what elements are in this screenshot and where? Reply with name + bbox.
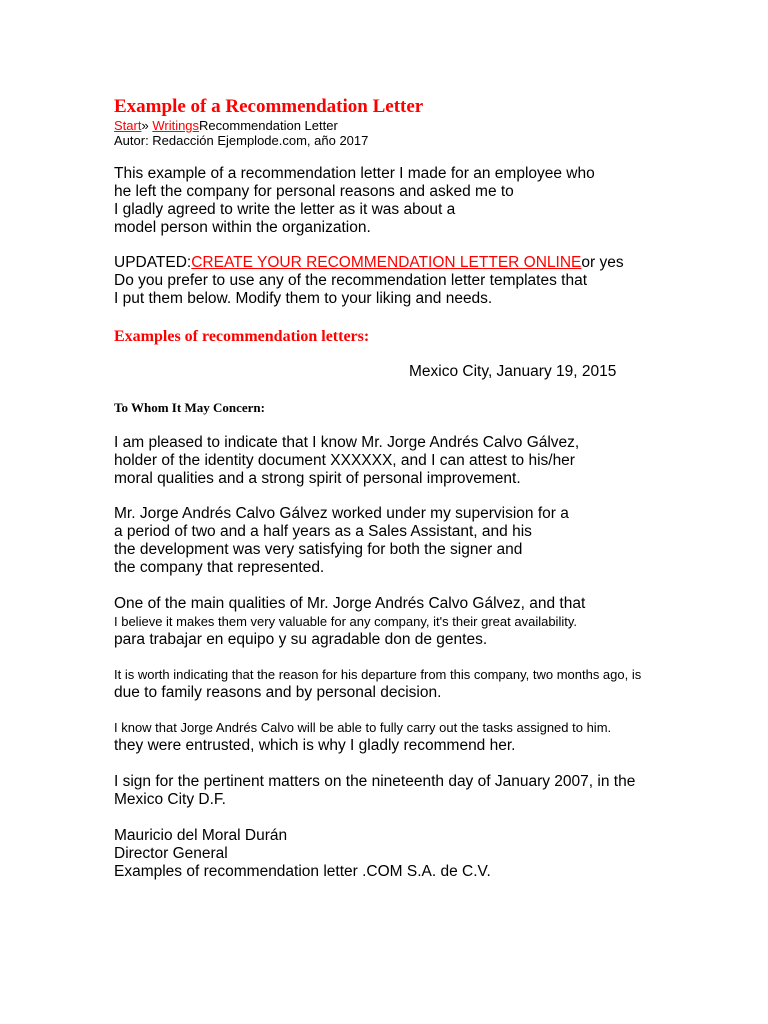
breadcrumb-separator: » [141,118,149,133]
intro-line: This example of a recommendation letter I made for an employee who [114,165,595,182]
letter-line: I believe it makes them very valuable for any company, it's their great availability. [114,614,577,629]
letter-paragraph-1 [114,434,579,488]
update-prefix: UPDATED: [114,254,192,271]
signature-name: Mauricio del Moral Durán [114,827,288,844]
breadcrumb-current: Recommendation Letter [199,118,338,133]
intro-line: he left the company for personal reasons and asked me to [114,183,514,200]
letter-line: a period of two and a half years as a Sales Assistant, and his [114,523,532,540]
breadcrumb-start-link[interactable]: Start [114,118,142,133]
letter-line: the development was very satisfying for both the signer and [114,541,523,558]
letter-paragraph-6 [114,773,635,809]
letter-paragraph-5 [114,719,611,755]
update-first-line [114,254,624,272]
letter-line: I am pleased to indicate that I know Mr. Jorge Andrés Calvo Gálvez, [114,434,580,451]
page-title: Example of a Recommendation Letter [114,96,424,117]
letter-line: moral qualities and a strong spirit of personal improvement. [114,470,521,487]
letter-line: Mexico City D.F. [114,791,226,808]
update-line: I put them below. Modify them to your liking and needs. [114,290,493,307]
letter-paragraph-4 [114,666,641,702]
letter-line: Mr. Jorge Andrés Calvo Gálvez worked under my supervision for a [114,505,569,522]
letter-line: the company that represented. [114,559,325,576]
intro-paragraph [114,165,595,237]
update-suffix: or yes [581,254,624,271]
create-letter-online-link[interactable]: CREATE YOUR RECOMMENDATION LETTER ONLINE [191,254,582,271]
signature-title: Director General [114,845,228,862]
letter-line: I know that Jorge Andrés Calvo will be able to fully carry out the tasks assigned to him. [114,720,612,735]
update-line: Do you prefer to use any of the recommendation letter templates that [114,272,588,289]
letter-place-date: Mexico City, January 19, 2015 [409,363,617,380]
letter-line: It is worth indicating that the reason for his departure from this company, two months ago, is [114,667,642,682]
letter-salutation: To Whom It May Concern: [114,400,265,415]
breadcrumb [114,118,338,133]
signature-company: Examples of recommendation letter .COM S.A. de C.V. [114,863,491,880]
intro-line: model person within the organization. [114,219,371,236]
update-paragraph [114,254,624,308]
letter-line: One of the main qualities of Mr. Jorge Andrés Calvo Gálvez, and that [114,595,586,612]
examples-heading: Examples of recommendation letters: [114,328,370,345]
letter-signature [114,827,491,881]
letter-line: holder of the identity document XXXXXX, and I can attest to his/her [114,452,575,469]
letter-paragraph-2 [114,505,569,577]
breadcrumb-writings-link[interactable]: Writings [152,118,200,133]
letter-line: I sign for the pertinent matters on the nineteenth day of January 2007, in the [114,773,636,790]
intro-line: I gladly agreed to write the letter as it was about a [114,201,456,218]
letter-line: para trabajar en equipo y su agradable don de gentes. [114,631,488,648]
letter-line: due to family reasons and by personal decision. [114,684,442,701]
letter-line: they were entrusted, which is why I gladly recommend her. [114,737,516,754]
letter-paragraph-3 [114,595,585,649]
author-line: Autor: Redacción Ejemplode.com, año 2017 [114,133,369,148]
